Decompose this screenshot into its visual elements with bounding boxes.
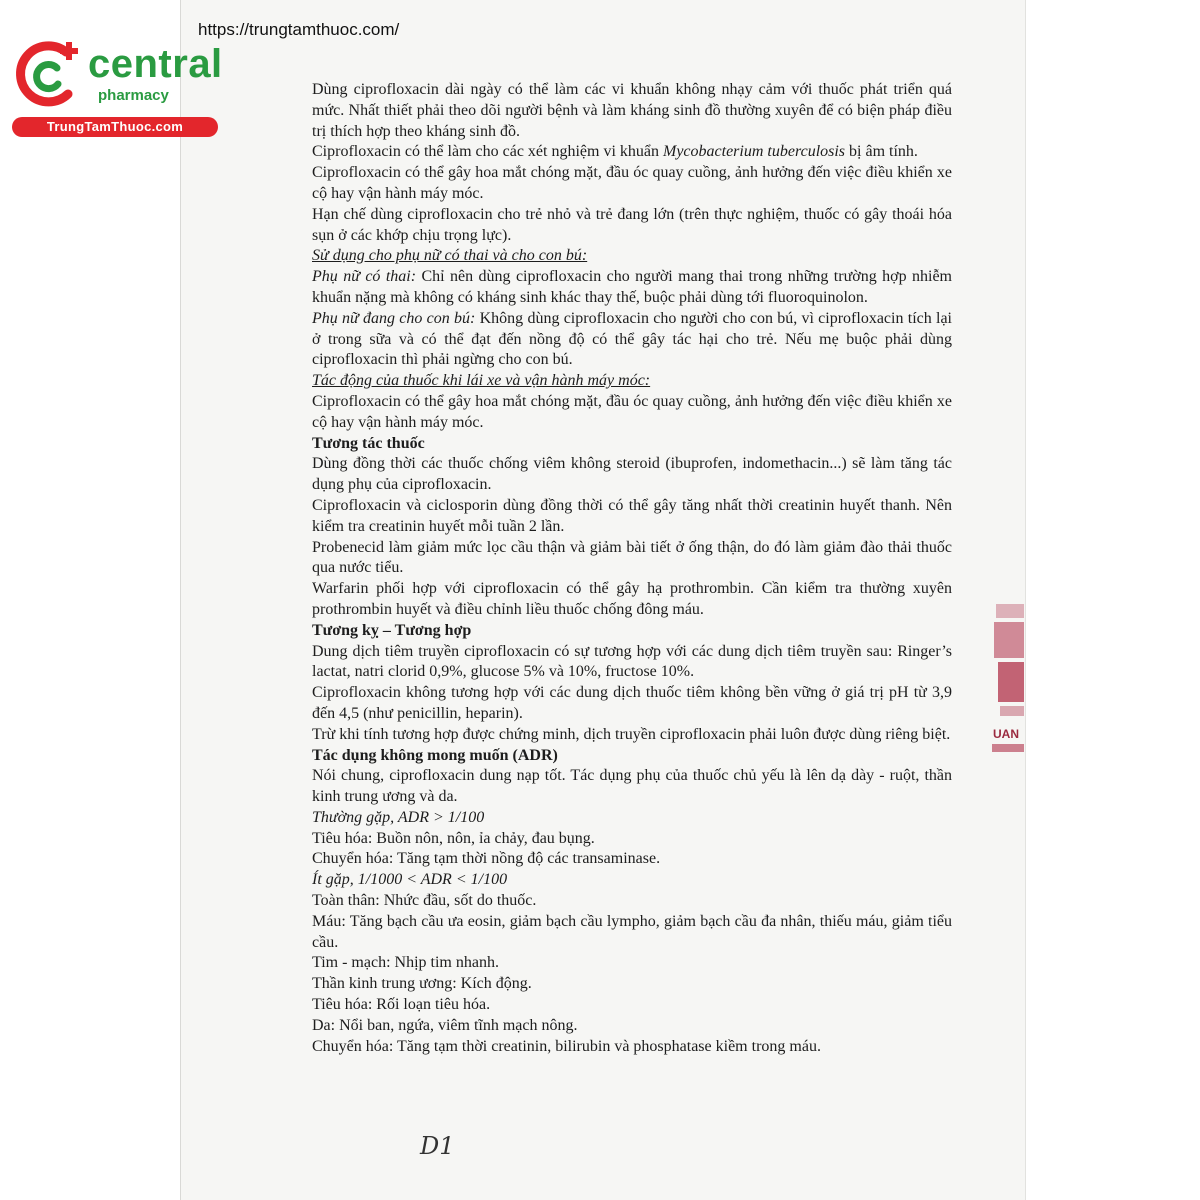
logo-wordmark: central	[88, 42, 223, 86]
frequency-heading: Thường gặp, ADR > 1/100	[312, 808, 485, 826]
inline-label: Phụ nữ đang cho con bú:	[312, 309, 476, 327]
paragraph: Dùng ciprofloxacin dài ngày có thể làm các vi khuẩn không nhạy cảm với thuốc phát triển quá mức. Nhất thiết phải theo dõi người bệnh và làm kháng sinh đồ thường xuyên để có biện pháp điều trị thích hợp theo kháng sinh đồ.	[312, 81, 952, 140]
paragraph: Ciprofloxacin có thể gây hoa mắt chóng mặt, đầu óc quay cuồng, ảnh hưởng đến việc điều khiển xe cộ hay vận hành máy móc.	[312, 392, 952, 431]
list-item: Thần kinh trung ương: Kích động.	[312, 975, 532, 993]
paragraph: Nói chung, ciprofloxacin dung nạp tốt. Tác dụng phụ của thuốc chủ yếu là lên dạ dày - ruột, thần kinh trung ương và da.	[312, 767, 952, 806]
pharmacy-logo-icon	[10, 38, 82, 110]
handwritten-mark: D1	[420, 1132, 455, 1160]
paragraph: Phụ nữ đang cho con bú: Không dùng ciprofloxacin cho người cho con bú, vì ciprofloxacin tích lại ở trong sữa và có thể đạt đến nồng độ có thể gây tác hại cho trẻ. Nếu mẹ buộc phải dùng ciprofloxacin thì phải ngừng cho con bú.	[312, 309, 952, 369]
paragraph: Dùng đồng thời các thuốc chống viêm không steroid (ibuprofen, indomethacin...) sẽ làm tăng tác dụng phụ của ciprofloxacin.	[312, 455, 952, 494]
section-heading: Tác dụng không mong muốn (ADR)	[312, 746, 558, 764]
list-item: Tiêu hóa: Buồn nôn, nôn, ỉa chảy, đau bụng.	[312, 829, 595, 847]
list-item: Chuyển hóa: Tăng tạm thời nồng độ các transaminase.	[312, 850, 661, 868]
document-body	[312, 80, 952, 1057]
subsection-title: Tác động của thuốc khi lái xe và vận hành máy móc:	[312, 372, 651, 390]
section-heading: Tương kỵ – Tương hợp	[312, 621, 472, 639]
paragraph: Ciprofloxacin có thể làm cho các xét nghiệm vi khuẩn Mycobacterium tuberculosis bị âm tính.	[312, 143, 918, 161]
section-heading: Tương tác thuốc	[312, 434, 425, 452]
paragraph: Dung dịch tiêm truyền ciprofloxacin có sự tương hợp với các dung dịch tiêm truyền sau: Ringer’s lactat, natri clorid 0,9%, glucose 5% và 10%, fructose 10%.	[312, 642, 952, 681]
logo-site-banner: TrungTamThuoc.com	[12, 117, 218, 137]
subsection-title: Sử dụng cho phụ nữ có thai và cho con bú:	[312, 247, 588, 265]
paragraph: Ciprofloxacin không tương hợp với các dung dịch thuốc tiêm không bền vững ở giá trị pH từ 3,9 đến 4,5 (như penicillin, heparin).	[312, 684, 952, 722]
list-item: Chuyển hóa: Tăng tạm thời creatinin, bilirubin và phosphatase kiềm trong máu.	[312, 1037, 821, 1055]
stamp-text: UAN	[993, 727, 1019, 741]
list-item: Toàn thân: Nhức đầu, sốt do thuốc.	[312, 892, 537, 910]
paragraph: Hạn chế dùng ciprofloxacin cho trẻ nhỏ và trẻ đang lớn (trên thực nghiệm, thuốc có gây thoái hóa sụn ở các khớp chịu trọng lực).	[312, 205, 952, 244]
paragraph: Ciprofloxacin và ciclosporin dùng đồng thời có thể gây tăng nhất thời creatinin huyết thanh. Nên kiểm tra creatinin huyết mỗi tuần 2 lần.	[312, 496, 952, 535]
source-url-link[interactable]: https://trungtamthuoc.com/	[198, 20, 400, 39]
logo-subtitle: pharmacy	[98, 87, 169, 104]
inline-label: Phụ nữ có thai:	[312, 268, 417, 286]
paragraph: Phụ nữ có thai: Chỉ nên dùng ciprofloxacin cho người mang thai trong những trường hợp nhiễm khuẩn nặng mà không có kháng sinh khác thay thế, buộc phải dùng tới fluoroquinolon.	[312, 268, 952, 306]
stamp-fragment	[992, 598, 1024, 758]
pharmacy-logo[interactable]	[10, 38, 223, 138]
list-item: Tim - mạch: Nhịp tim nhanh.	[312, 954, 499, 972]
organism-name: Mycobacterium tuberculosis	[663, 143, 846, 161]
list-item: Da: Nổi ban, ngứa, viêm tĩnh mạch nông.	[312, 1016, 578, 1034]
paragraph: Warfarin phối hợp với ciprofloxacin có thể gây hạ prothrombin. Cần kiểm tra thường xuyên prothrombin huyết và điều chỉnh liều thuốc chống đông máu.	[312, 580, 952, 618]
frequency-heading: Ít gặp, 1/1000 < ADR < 1/100	[312, 871, 508, 889]
paragraph: Trừ khi tính tương hợp được chứng minh, dịch truyền ciprofloxacin phải luôn được dùng riêng biệt.	[312, 725, 951, 743]
paragraph: Ciprofloxacin có thể gây hoa mắt chóng mặt, đầu óc quay cuồng, ảnh hưởng đến việc điều khiển xe cộ hay vận hành máy móc.	[312, 164, 952, 202]
list-item: Máu: Tăng bạch cầu ưa eosin, giảm bạch cầu lympho, giảm bạch cầu đa nhân, thiếu máu, giảm tiểu cầu.	[312, 912, 952, 951]
paragraph: Probenecid làm giảm mức lọc cầu thận và giảm bài tiết ở ống thận, do đó làm giảm đào thải thuốc qua nước tiểu.	[312, 538, 952, 577]
list-item: Tiêu hóa: Rối loạn tiêu hóa.	[312, 996, 491, 1014]
